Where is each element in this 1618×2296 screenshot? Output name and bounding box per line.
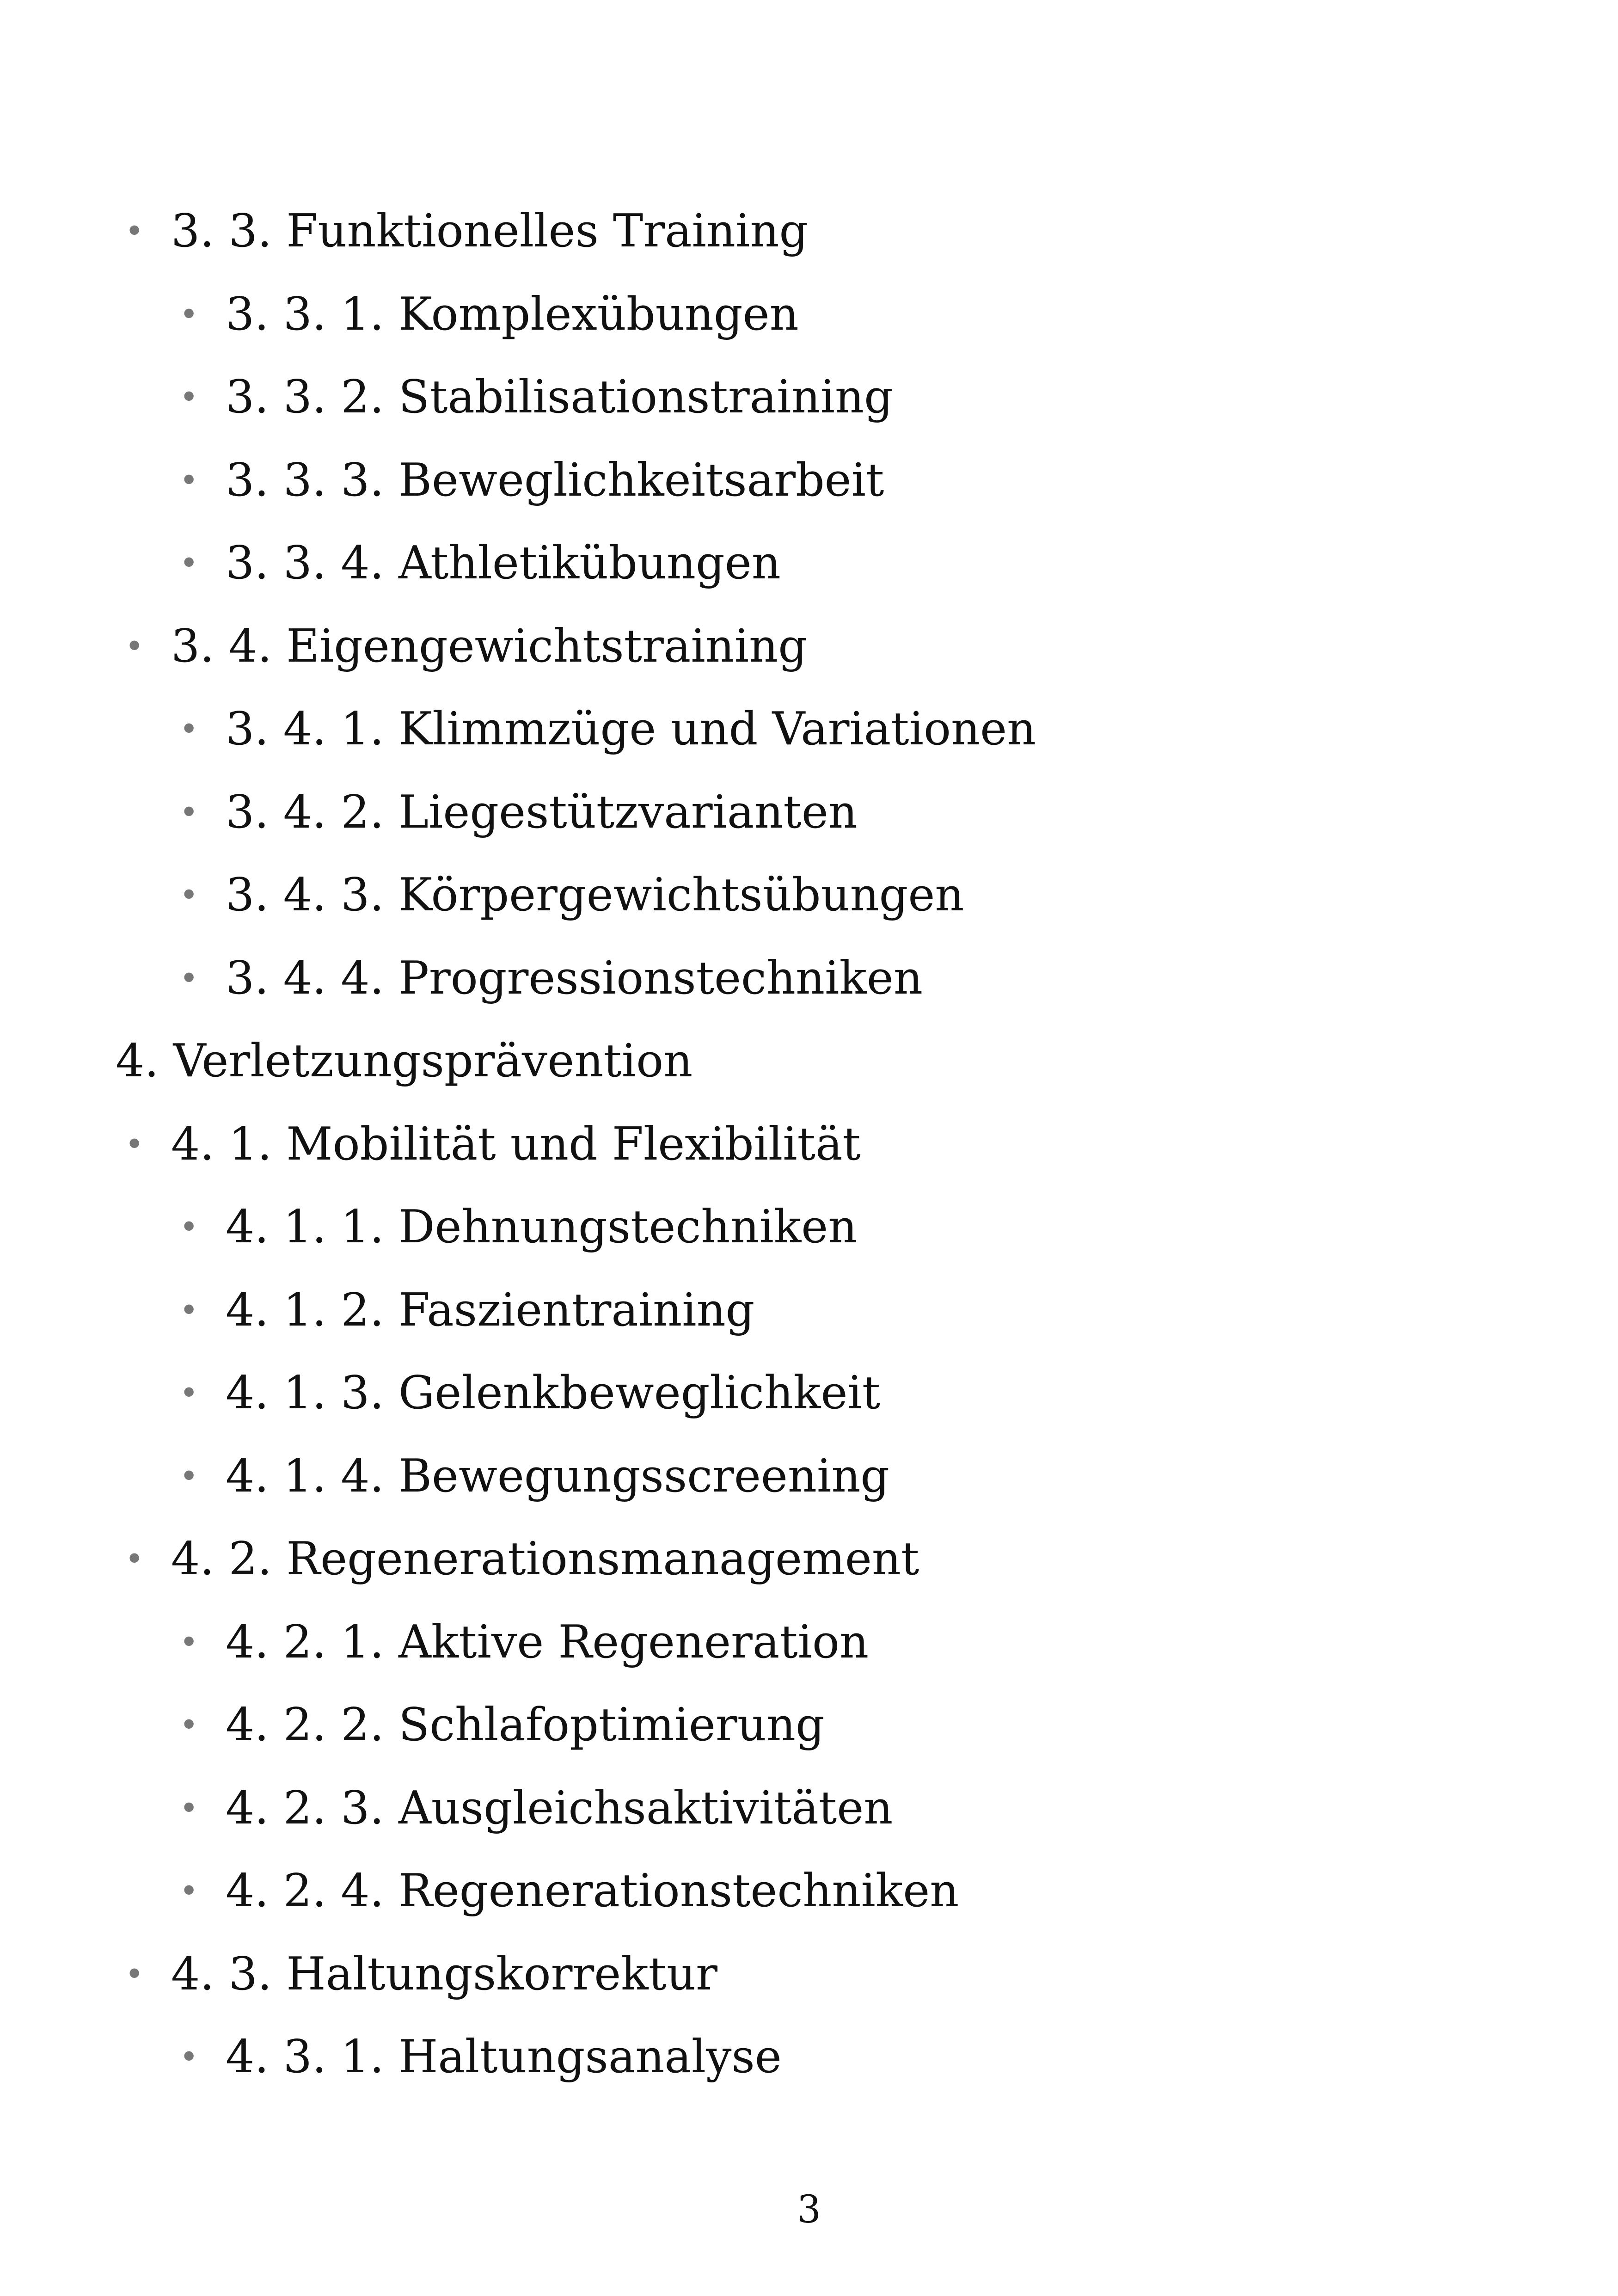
toc-entry-label: 3. 4. 2. Liegestützvarianten: [226, 786, 858, 839]
bullet-icon: •: [179, 295, 199, 333]
toc-entry: [179, 1365, 881, 1421]
toc-entry: [125, 1946, 717, 2002]
toc-entry: [179, 369, 893, 425]
bullet-icon: •: [179, 1872, 199, 1910]
toc-entry-label: 3. 3. 4. Athletikübungen: [226, 537, 781, 589]
toc-entry-label: 4. 1. 1. Dehnungstechniken: [226, 1201, 858, 1253]
toc-entry-label: 3. 3. 2. Stabilisationstraining: [226, 371, 893, 424]
bullet-icon: •: [179, 793, 199, 831]
toc-entry-label: 3. 4. Eigengewichtstraining: [171, 620, 807, 673]
toc-entry: [125, 1531, 919, 1587]
toc-entry: [179, 1697, 825, 1753]
toc-entry: [179, 1863, 959, 1919]
toc-entry-label: 4. 1. Mobilität und Flexibilität: [171, 1118, 861, 1171]
toc-entry-label: 4. 2. Regenerationsmanagement: [171, 1533, 919, 1585]
toc-entry-label: 3. 4. 4. Progressionstechniken: [226, 952, 923, 1005]
bullet-icon: •: [179, 544, 199, 582]
bullet-icon: •: [179, 710, 199, 748]
toc-entry-label: 4. 2. 2. Schlafoptimierung: [226, 1699, 825, 1751]
bullet-icon: •: [179, 1291, 199, 1329]
bullet-icon: •: [179, 461, 199, 499]
toc-entry: [125, 203, 809, 259]
toc-entry: [125, 619, 807, 674]
toc-entry-label: 4. 3. Haltungskorrektur: [171, 1948, 717, 2001]
toc-entry-label: 4. 1. 4. Bewegungsscreening: [226, 1450, 890, 1503]
bullet-icon: •: [179, 1706, 199, 1744]
bullet-icon: •: [179, 1457, 199, 1495]
bullet-icon: •: [179, 876, 199, 914]
bullet-icon: •: [179, 2038, 199, 2076]
toc-entry-label: 4. 2. 3. Ausgleichsaktivitäten: [226, 1782, 893, 1835]
toc-entry-label: 4. 3. 1. Haltungsanalyse: [226, 2031, 782, 2083]
toc-entry-label: 3. 3. 3. Beweglichkeitsarbeit: [226, 454, 884, 507]
toc-entry: [179, 1199, 858, 1255]
bullet-icon: •: [179, 959, 199, 997]
bullet-icon: •: [125, 1955, 144, 1993]
toc-entry: [116, 1033, 693, 1089]
toc-entry: [179, 951, 923, 1006]
toc-entry: [179, 1283, 755, 1338]
toc-entry: [179, 867, 964, 923]
toc-entry-label: 3. 4. 3. Körpergewichtsübungen: [226, 869, 964, 921]
toc-entry-label: 4. 2. 4. Regenerationstechniken: [226, 1865, 959, 1917]
bullet-icon: •: [125, 627, 144, 665]
toc-entry-label: 4. 2. 1. Aktive Regeneration: [226, 1616, 869, 1669]
toc-entry: [179, 453, 884, 508]
toc-entry-label: 4. Verletzungsprävention: [116, 1035, 693, 1087]
toc-entry-label: 3. 4. 1. Klimmzüge und Variationen: [226, 703, 1036, 755]
toc-entry-label: 3. 3. 1. Komplexübungen: [226, 288, 799, 341]
toc-entry-label: 4. 1. 3. Gelenkbeweglichkeit: [226, 1367, 881, 1419]
toc-entry: [125, 1117, 861, 1172]
toc-entry-label: 3. 3. Funktionelles Training: [171, 205, 809, 258]
toc-entry: [179, 2029, 782, 2085]
bullet-icon: •: [179, 1374, 199, 1412]
toc-entry: [179, 701, 1036, 757]
page-number: 3: [797, 2188, 821, 2232]
toc-entry-label: 4. 1. 2. Faszientraining: [226, 1284, 755, 1337]
bullet-icon: •: [179, 1623, 199, 1661]
bullet-icon: •: [125, 1540, 144, 1578]
toc-entry: [179, 1780, 893, 1836]
bullet-icon: •: [125, 212, 144, 250]
bullet-icon: •: [179, 1208, 199, 1246]
toc-entry: [179, 785, 858, 840]
toc-entry: [179, 535, 781, 591]
bullet-icon: •: [125, 1125, 144, 1163]
toc-entry: [179, 1449, 890, 1504]
bullet-icon: •: [179, 1789, 199, 1827]
toc-entry: [179, 287, 799, 342]
bullet-icon: •: [179, 378, 199, 416]
toc-entry: [179, 1615, 869, 1670]
